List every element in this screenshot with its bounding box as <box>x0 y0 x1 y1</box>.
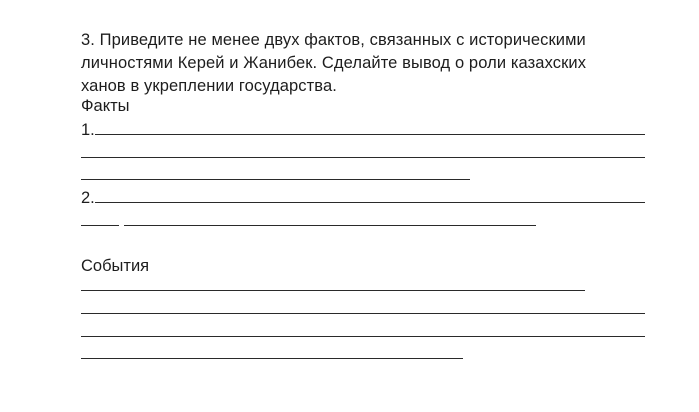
task-question-line-2: личностями Керей и Жанибек. Сделайте вывод о роли казахских <box>81 54 587 72</box>
events-answer-line-4[interactable] <box>81 358 463 359</box>
task-question-line-1: 3. Приведите не менее двух фактов, связанных с историческими <box>81 31 586 49</box>
fact-2-answer-line-2b[interactable] <box>124 225 536 226</box>
fact-2-answer-line-2a[interactable] <box>81 225 119 226</box>
task-question-line-3: ханов в укреплении государства. <box>81 77 337 95</box>
fact-1-answer-line-1[interactable] <box>95 134 645 135</box>
task-question <box>81 29 661 98</box>
facts-heading: Факты <box>81 97 130 115</box>
fact-1-answer-line-3[interactable] <box>81 179 470 180</box>
fact-1-answer-line-2[interactable] <box>81 157 645 158</box>
fact-1-number: 1. <box>81 121 95 139</box>
events-answer-line-1[interactable] <box>81 290 585 291</box>
fact-2-answer-line-1[interactable] <box>95 202 645 203</box>
events-answer-line-2[interactable] <box>81 313 645 314</box>
events-heading: События <box>81 257 150 275</box>
fact-2-number: 2. <box>81 189 95 207</box>
events-answer-line-3[interactable] <box>81 336 645 337</box>
